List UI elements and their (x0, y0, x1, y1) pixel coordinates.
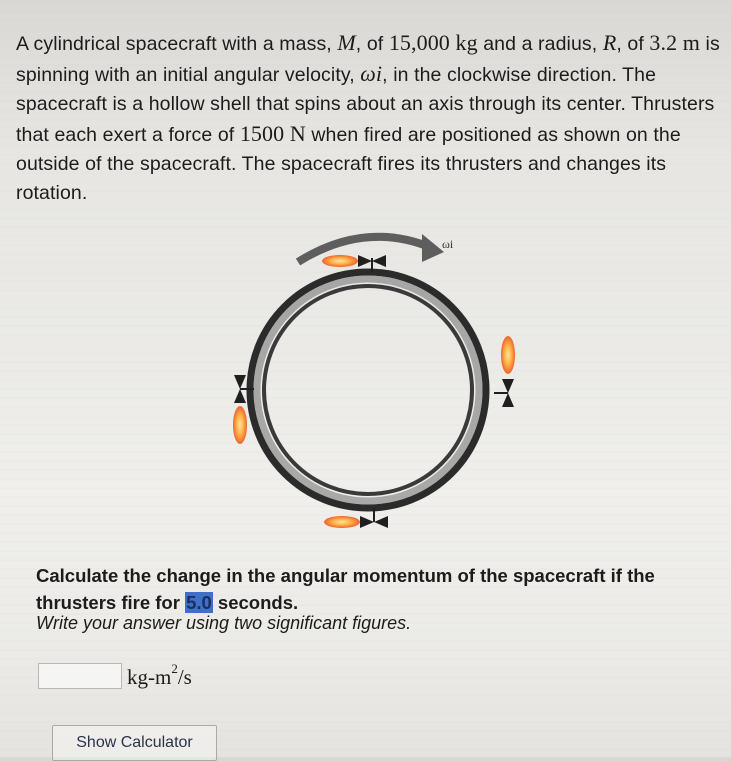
unit-base: kg-m (127, 665, 172, 689)
spacecraft-ring-outer (250, 272, 486, 508)
problem-statement (16, 28, 721, 208)
unit-exponent: 2 (171, 661, 178, 676)
problem-text-part: and a radius, (477, 33, 603, 55)
flame-icon (501, 336, 515, 374)
mass-value: 15,000 kg (388, 30, 478, 55)
problem-text-part: is spinning with an initial angular velocity, (16, 33, 720, 86)
problem-text-part: when fired are positioned as shown on the outside of the spacecraft. The spacecraft fires its thrusters and changes its rotation. (16, 124, 681, 204)
time-value-highlight: 5.0 (186, 592, 212, 613)
problem-text-part: , in the clockwise direction. The spacecraft is a hollow shell that spins about an axis through its center. Thrusters that each exert a force of (16, 64, 715, 146)
thruster-right (494, 336, 515, 407)
flame-icon (324, 516, 360, 528)
radius-variable: R (602, 30, 617, 55)
problem-text-part: A cylindrical spacecraft with a mass, (16, 33, 338, 55)
flame-icon (233, 406, 247, 444)
question-text-part: seconds. (212, 592, 299, 613)
rotation-arrow (298, 234, 444, 262)
answer-unit (127, 661, 192, 690)
omega-variable: ωi (360, 61, 383, 86)
question-text-part: Calculate the change in the angular momentum of the spacecraft if the thrusters fire for (36, 565, 655, 613)
unit-tail: /s (177, 665, 192, 689)
mass-variable: M (337, 30, 356, 55)
instruction-text: Write your answer using two significant figures. (36, 613, 412, 633)
question-text (36, 562, 716, 616)
flame-icon (322, 255, 358, 267)
radius-value: 3.2 m (649, 30, 701, 55)
problem-text-part: , of (616, 33, 650, 55)
answer-row (38, 663, 192, 689)
omega-label: ωi (442, 237, 454, 251)
spacecraft-diagram (200, 222, 540, 542)
force-value: 1500 N (239, 121, 306, 146)
answer-input[interactable] (38, 663, 122, 689)
spacecraft-ring-inner (264, 286, 472, 494)
problem-text-part: , of (355, 33, 389, 55)
show-calculator-button[interactable]: Show Calculator (52, 725, 217, 761)
